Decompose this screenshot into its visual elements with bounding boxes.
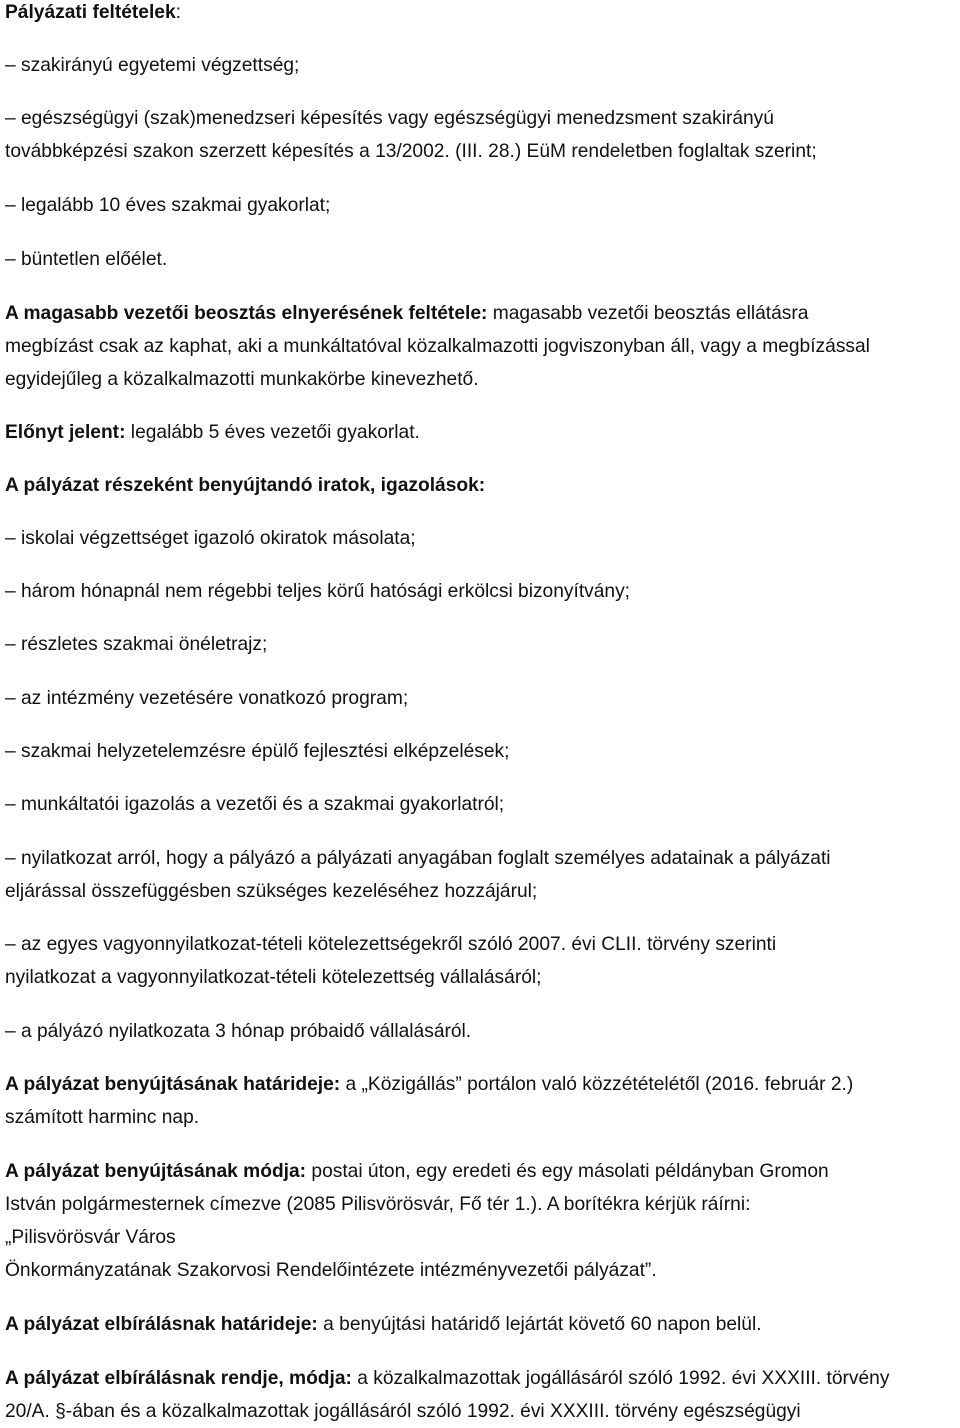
documents-heading: A pályázat részeként benyújtandó iratok, igazolások: [5,475,486,496]
consent-line-1: – nyilatkozat arról, hogy a pályázó a pályázati anyagában foglalt személyes adatainak a pályázati [5,848,831,869]
document-item: – az intézmény vezetésére vonatkozó program; [5,688,409,709]
asset-declaration-line-1: – az egyes vagyonnyilatkozat-tételi kötelezettségekről szóló 2007. évi CLII. törvény szerinti [5,934,777,955]
evaluation-order-line-1 [5,1362,955,1395]
submission-method-line-3: „Pilisvörösvár Város [5,1227,176,1248]
evaluation-deadline-line [5,1308,955,1341]
document-item: – részletes szakmai önéletrajz; [5,634,268,655]
asset-declaration-line-2: nyilatkozat a vagyonnyilatkozat-tételi kötelezettség vállalásáról; [5,967,542,988]
advantage-label: Előnyt jelent: [5,422,126,443]
advantage-text: legalább 5 éves vezetői gyakorlat. [125,422,420,443]
document-item: – három hónapnál nem régebbi teljes körű hatósági erkölcsi bizonyítvány; [5,581,631,602]
leader-condition-label: A magasabb vezetői beosztás elnyerésének feltétele: [5,303,488,324]
document-item: – iskolai végzettséget igazoló okiratok másolata; [5,528,416,549]
submission-method-line-1 [5,1155,955,1188]
deadline-block [5,1068,955,1134]
submission-method-line-2: István polgármesternek címezve (2085 Pilisvörösvár, Fő tér 1.). A borítékra kérjük ráírni: [5,1194,751,1215]
conditions-heading-line [5,0,955,29]
condition-item: – büntetlen előélet. [5,249,168,270]
deadline-line-1 [5,1068,955,1101]
evaluation-deadline-label: A pályázat elbírálásnak határideje: [5,1314,318,1335]
condition-item: – egészségügyi (szak)menedzseri képesítés vagy egészségügyi menedzsment szakirányú [5,108,774,129]
leader-condition-text: magasabb vezetői beosztás ellátásra [487,303,809,324]
submission-method-block [5,1155,955,1287]
consent-item [5,842,955,908]
submission-method-text: postai úton, egy eredeti és egy másolati példányban Gromon [306,1161,829,1182]
condition-item-continuation: továbbképzési szakon szerzett képesítés a 13/2002. (III. 28.) EüM rendeletben foglaltak szerint; [5,141,817,162]
document-item: – szakmai helyzetelemzésre épülő fejlesztési elképzelések; [5,741,510,762]
condition-item: – legalább 10 éves szakmai gyakorlat; [5,195,331,216]
consent-line-2: eljárással összefüggésben szükséges kezeléséhez hozzájárul; [5,881,538,902]
document-item: – munkáltatói igazolás a vezetői és a szakmai gyakorlatról; [5,794,505,815]
deadline-text: a „Közigállás” portálon való közzétételétől (2016. február 2.) [340,1074,854,1095]
leader-condition-block [5,297,955,396]
deadline-label: A pályázat benyújtásának határideje: [5,1074,341,1095]
conditions-heading: Pályázati feltételek [5,2,176,23]
condition-item: – szakirányú egyetemi végzettség; [5,55,300,76]
document-body [5,0,955,1428]
evaluation-order-label: A pályázat elbírálásnak rendje, módja: [5,1368,352,1389]
leader-condition-line-2: megbízást csak az kaphat, aki a munkáltatóval közalkalmazotti jogviszonyban áll, vagy a megbízással [5,336,870,357]
asset-declaration-item [5,928,955,994]
advantage-line [5,416,955,449]
submission-method-label: A pályázat benyújtásának módja: [5,1161,307,1182]
leader-condition-line-3: egyidejűleg a közalkalmazotti munkakörbe kinevezhető. [5,369,479,390]
probation-item: – a pályázó nyilatkozata 3 hónap próbaidő vállalásáról. [5,1021,472,1042]
evaluation-order-line-2: 20/A. §-ában és a közalkalmazottak jogállásáról szóló 1992. évi XXXIII. törvény egészségügyi [5,1401,801,1422]
evaluation-order-text: a közalkalmazottak jogállásáról szóló 1992. évi XXXIII. törvény [351,1368,890,1389]
leader-condition-line-1 [5,297,955,330]
evaluation-deadline-text: a benyújtási határidő lejártát követő 60 napon belül. [317,1314,762,1335]
submission-method-line-4: Önkormányzatának Szakorvosi Rendelőintézete intézményvezetői pályázat”. [5,1260,657,1281]
evaluation-order-block [5,1362,955,1428]
deadline-line-2: számított harminc nap. [5,1107,200,1128]
conditions-heading-colon: : [175,2,181,23]
